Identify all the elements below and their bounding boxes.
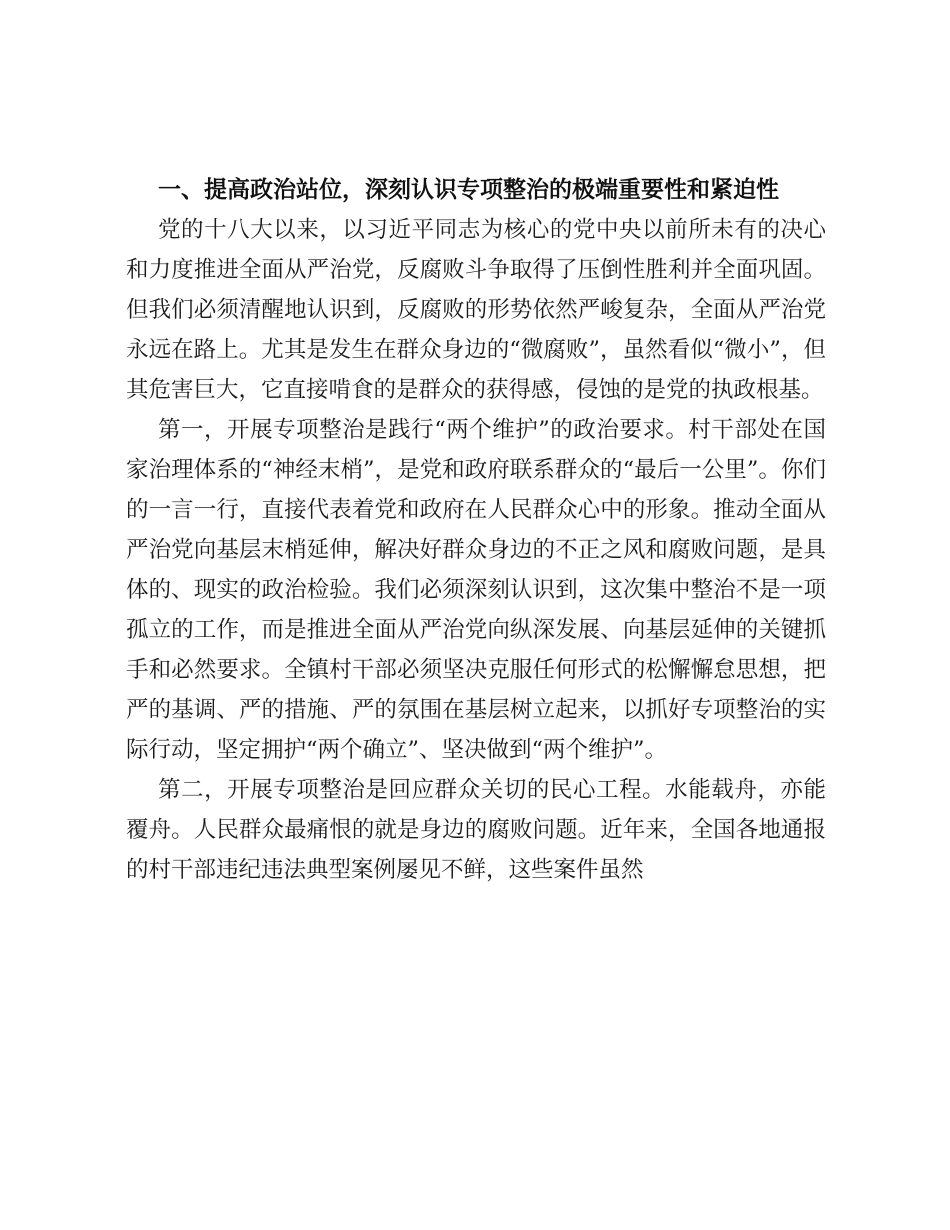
paragraph-intro: 党的十八大以来，以习近平同志为核心的党中央以前所未有的决心和力度推进全面从严治党，反腐败斗争取得了压倒性胜利并全面巩固。但我们必须清醒地认识到，反腐败的形势依然严峻复杂，全面从严治党永远在路上。尤其是发生在群众身边的“微腐败”，虽然看似“微小”，但其危害巨大，它直接啃食的是群众的获得感，侵蚀的是党的执政根基。 <box>126 217 826 403</box>
document-body <box>126 170 826 890</box>
paragraph-first-point: 第一，开展专项整治是践行“两个维护”的政治要求。村干部处在国家治理体系的“神经末梢”，是党和政府联系群众的“最后一公里”。你们的一言一行，直接代表着党和政府在人民群众心中的形象。推动全面从严治党向基层末梢延伸，解决好群众身边的不正之风和腐败问题，是具体的、现实的政治检验。我们必须深刻认识到，这次集中整治不是一项孤立的工作，而是推进全面从严治党向纵深发展、向基层延伸的关键抓手和必然要求。全镇村干部必须坚决克服任何形式的松懈懈怠思想，把严的基调、严的措施、严的氛围在基层树立起来，以抓好专项整治的实际行动，坚定拥护“两个确立”、坚决做到“两个维护”。 <box>126 417 826 763</box>
section-heading: 一、提高政治站位，深刻认识专项整治的极端重要性和紧迫性 <box>158 177 779 203</box>
paragraph-second-point: 第二，开展专项整治是回应群众关切的民心工程。水能载舟，亦能覆舟。人民群众最痛恨的就是身边的腐败问题。近年来，全国各地通报的村干部违纪违法典型案例屡见不鲜，这些案件虽然 <box>126 777 826 883</box>
